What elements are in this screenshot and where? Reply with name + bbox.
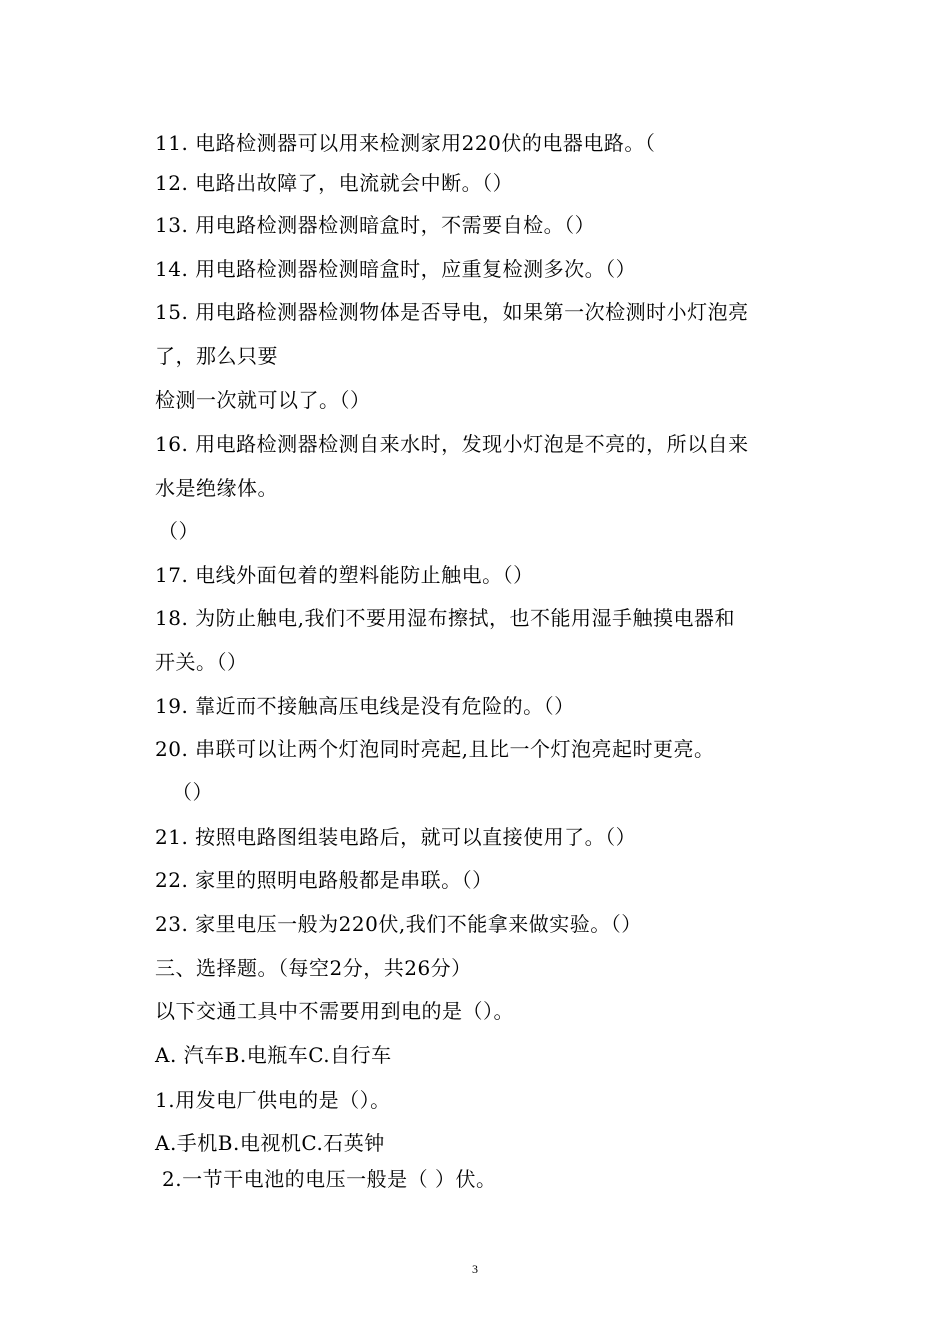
page-number: 3 [472,1262,478,1276]
question-15-cont-2: 检测一次就可以了。（） [155,388,371,412]
question-11: 11. 电路检测器可以用来检测家用220伏的电器电路。（ [155,131,656,155]
question-15: 15. 用电路检测器检测物体是否导电，如果第一次检测时小灯泡亮 [155,300,749,324]
question-15-cont: 了，那么只要 [155,344,278,368]
section-three-heading: 三、选择题。（每空2分，共26分） [155,956,472,980]
choice-options-intro: A. 汽车B.电瓶车C.自行车 [155,1043,392,1067]
question-16: 16. 用电路检测器检测自来水时，发现小灯泡是不亮的，所以自来 [155,432,749,456]
question-14: 14. 用电路检测器检测暗盒时，应重复检测多次。（） [155,257,637,281]
question-18-cont: 开关。（） [155,650,248,674]
question-16-answer: （） [158,519,199,543]
question-12: 12. 电路出故障了，电流就会中断。（） [155,171,514,195]
question-17: 17. 电线外面包着的塑料能防止触电。（） [155,563,534,587]
question-23: 23. 家里电压一般为220伏,我们不能拿来做实验。（） [155,912,642,936]
question-16-cont: 水是绝缘体。 [155,476,278,500]
choice-question-intro: 以下交通工具中不需要用到电的是（）。 [155,999,514,1023]
choice-question-2: 2.一节干电池的电压一般是（ ）伏。 [162,1167,497,1191]
question-13: 13. 用电路检测器检测暗盒时，不需要自检。（） [155,213,596,237]
question-19: 19. 靠近而不接触高压电线是没有危险的。（） [155,694,575,718]
question-20: 20. 串联可以让两个灯泡同时亮起,且比一个灯泡亮起时更亮。 [155,737,715,761]
choice-options-1: A.手机B.电视机C.石英钟 [155,1131,385,1155]
question-21: 21. 按照电路图组装电路后，就可以直接使用了。（） [155,825,637,849]
question-18: 18. 为防止触电,我们不要用湿布擦拭，也不能用湿手触摸电器和 [155,606,736,630]
choice-question-1: 1.用发电厂供电的是（）。 [155,1088,391,1112]
question-22: 22. 家里的照明电路般都是串联。（） [155,868,493,892]
question-20-answer: （） [172,780,213,804]
